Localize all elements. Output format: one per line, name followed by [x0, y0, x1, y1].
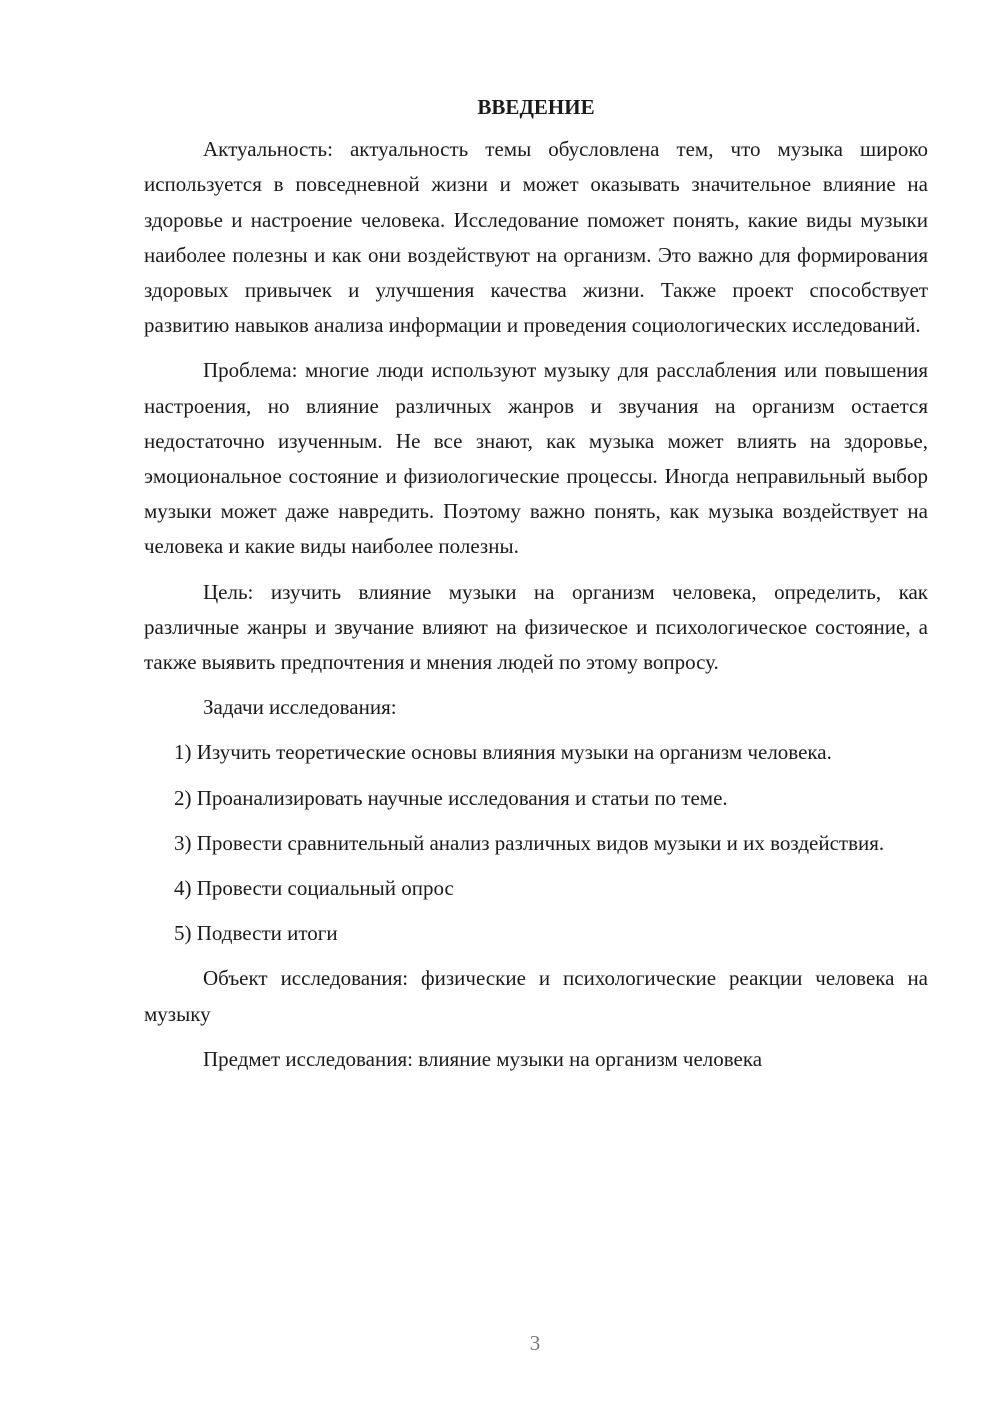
document-page: [144, 90, 928, 1087]
task-item-5: 5) Подвести итоги: [174, 921, 338, 946]
task-item-1: 1) Изучить теоретические основы влияния музыки на организм человека.: [174, 740, 832, 765]
section-title: ВВЕДЕНИЕ: [477, 95, 595, 119]
tasks-heading: Задачи исследования:: [203, 695, 397, 720]
task-item-3: 3) Провести сравнительный анализ различных видов музыки и их воздействия.: [174, 830, 885, 855]
problem-paragraph: Проблема: многие люди используют музыку для расслабления или повышения настроения, но влияние различных жанров и звучания на организм остается недостаточно изученным. Не все знают, как музыка может влиять на здоровье, эмоциональное состояние и физиологические процессы. Иногда неправильный выбор музыки может даже навредить. Поэтому важно понять, как музыка воздействует на человека и какие виды наиболее полезны.: [144, 358, 928, 559]
page-number: 3: [529, 1331, 541, 1355]
task-item-2: 2) Проанализировать научные исследования и статьи по теме.: [174, 785, 728, 810]
subject-paragraph: Предмет исследования: влияние музыки на организм человека: [203, 1046, 763, 1071]
task-item-4: 4) Провести социальный опрос: [174, 876, 454, 901]
object-paragraph: Объект исследования: физические и психологические реакции человека на музыку: [144, 966, 928, 1026]
goal-paragraph: Цель: изучить влияние музыки на организм человека, определить, как различные жанры и звучание влияют на физическое и психологическое состояние, а также выявить предпочтения и мнения людей по этому вопросу.: [144, 579, 928, 675]
relevance-paragraph: Актуальность: актуальность темы обусловлена тем, что музыка широко используется в повседневной жизни и может оказывать значительное влияние на здоровье и настроение человека. Исследование поможет понять, какие виды музыки наиболее полезны и как они воздействуют на организм. Это важно для формирования здоровых привычек и улучшения качества жизни. Также проект способствует развитию навыков анализа информации и проведения социологических исследований.: [144, 137, 928, 338]
